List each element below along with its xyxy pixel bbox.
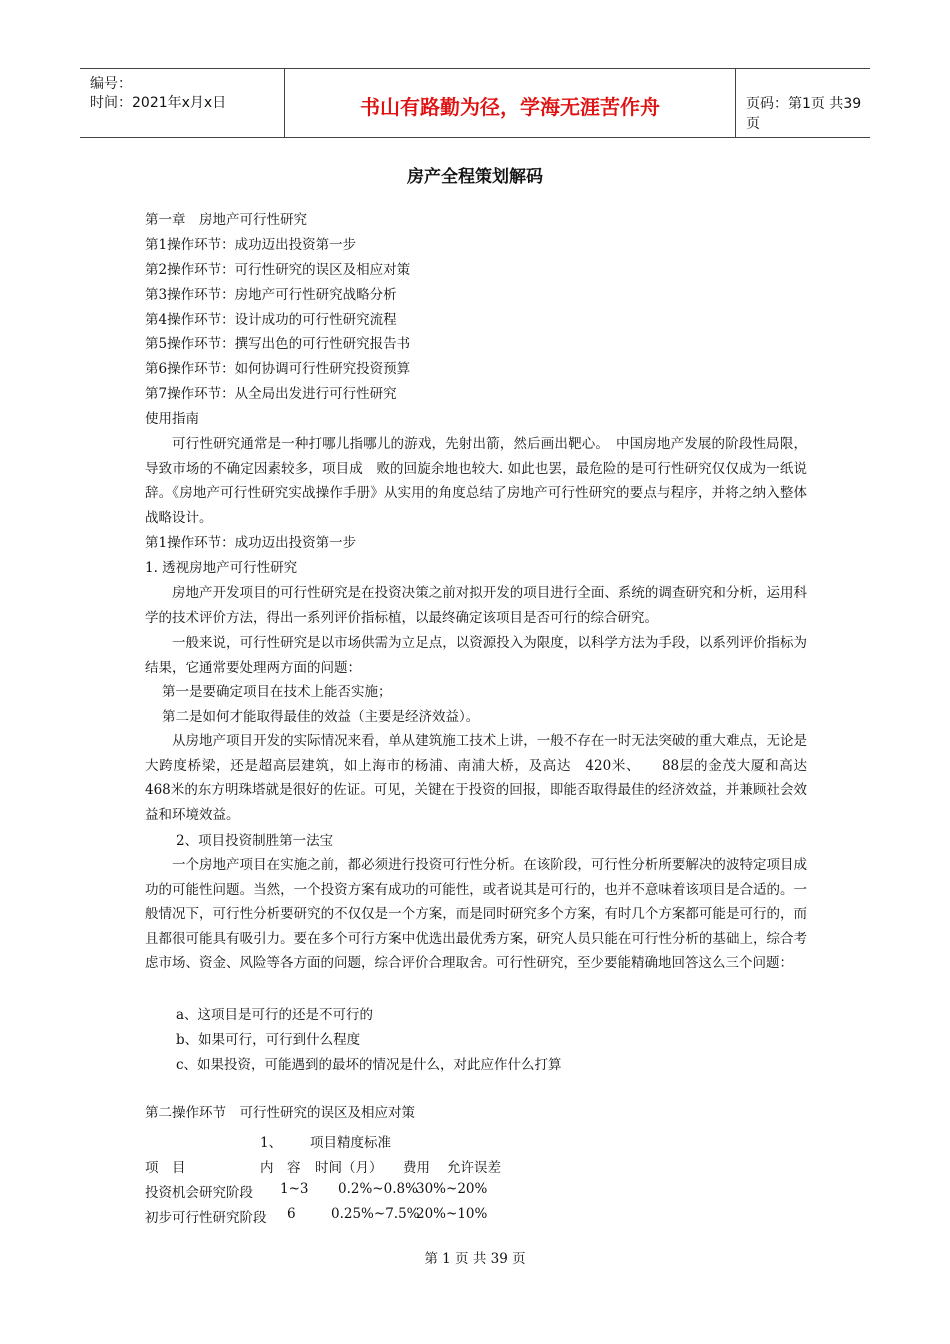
table-cell: 0.2%~0.8% xyxy=(338,1181,418,1197)
table-cell: 6 xyxy=(287,1206,296,1222)
table-header: 允许误差 xyxy=(447,1160,501,1176)
question-item: a、这项目是可行的还是不可行的 xyxy=(176,1007,374,1023)
guide-paragraph: 可行性研究通常是一种打哪儿指哪儿的游戏，先射出箭，然后画出靶心。 中国房地产发展的阶段性局限，导致市场的不确定因素较多，项目成 败的回旋余地也较大. 如此也罢，最危险的是可行性研究仅仅成为一纸说辞。《房地产可行性研究实战操作手册》从实用的角度总结了房地产可行性研究的要点与程序，并将之纳入整体战略设计。 xyxy=(145,436,807,526)
toc-item: 第7操作环节：从全局出发进行可行性研究 xyxy=(145,386,397,402)
subsection2-heading: 2、项目投资制胜第一法宝 xyxy=(176,833,334,849)
paragraph: 一般来说，可行性研究是以市场供需为立足点，以资源投入为限度，以科学方法为手段，以系列评价指标为结果，它通常要处理两方面的问题： xyxy=(145,635,807,676)
toc-item: 使用指南 xyxy=(145,411,199,427)
toc-item: 第2操作环节：可行性研究的误区及相应对策 xyxy=(145,262,411,278)
page-footer: 第 1 页 共 39 页 xyxy=(424,1251,526,1267)
table-header: 内 容 xyxy=(260,1160,301,1176)
toc-item: 第4操作环节：设计成功的可行性研究流程 xyxy=(145,312,397,328)
toc-item: 第1操作环节：成功迈出投资第一步 xyxy=(145,237,357,253)
paragraph: 从房地产项目开发的实际情况来看，单从建筑施工技术上讲，一般不存在一时无法突破的重大难点，无论是大跨度桥梁，还是超高层建筑，如上海市的杨浦、南浦大桥，及高达 420米、 88层的金茂大厦和高达 468米的东方明珠塔就是很好的佐证。可见，关键在于投资的回报，即能否取得最佳的经济效益，并兼顾社会效益和环境效益。 xyxy=(145,733,821,823)
table-cell: 20%~10% xyxy=(416,1206,488,1222)
toc-item: 第6操作环节：如何协调可行性研究投资预算 xyxy=(145,361,411,377)
table-caption: 项目精度标准 xyxy=(310,1135,391,1151)
page-info: 页码：第1页 共39页 xyxy=(746,96,862,132)
table-cell: 投资机会研究阶段 xyxy=(145,1185,253,1201)
time-label: 时间：2021年x月x日 xyxy=(90,95,227,111)
header-left-cell xyxy=(80,69,284,137)
question-item: b、如果可行，可行到什么程度 xyxy=(176,1032,361,1048)
section1-heading: 第1操作环节：成功迈出投资第一步 xyxy=(145,535,357,551)
subsection1-heading: 1. 透视房地产可行性研究 xyxy=(145,560,298,576)
toc-item: 第5操作环节：撰写出色的可行性研究报告书 xyxy=(145,336,411,352)
table-header: 项 目 xyxy=(145,1160,186,1176)
question-item: c、如果投资，可能遇到的最坏的情况是什么，对此应作什么打算 xyxy=(176,1057,562,1073)
section2-heading: 第二操作环节 可行性研究的误区及相应对策 xyxy=(145,1105,415,1121)
page-header xyxy=(80,68,870,138)
motto: 书山有路勤为径，学海无涯苦作舟 xyxy=(360,95,660,119)
toc-item: 第一章 房地产可行性研究 xyxy=(145,212,307,228)
toc-item: 第3操作环节：房地产可行性研究战略分析 xyxy=(145,287,397,303)
table-header: 时间（月） xyxy=(315,1160,383,1176)
point-item: 第一是要确定项目在技术上能否实施； xyxy=(162,684,392,700)
paragraph: 一个房地产项目在实施之前，都必须进行投资可行性分析。在该阶段，可行性分析所要解决的波特定项目成功的可能性问题。当然，一个投资方案有成功的可能性，或者说其是可行的，也并不意味着该项目是合适的。一般情况下，可行性分析要研究的不仅仅是一个方案，而是同时研究多个方案，有时几个方案都可能是可行的，而且都很可能具有吸引力。要在多个可行方案中优选出最优秀方案，研究人员只能在可行性分析的基础上，综合考虑市场、资金、风险等各方面的问题，综合评价合理取舍。可行性研究，至少要能精确地回答这么三个问题： xyxy=(145,857,807,972)
number-label: 编号： xyxy=(90,76,132,92)
header-page-cell xyxy=(736,69,870,137)
paragraph: 房地产开发项目的可行性研究是在投资决策之前对拟开发的项目进行全面、系统的调查研究和分析，运用科学的技术评价方法，得出一系列评价指标植，以最终确定该项目是否可行的综合研究。 xyxy=(145,585,807,626)
table-header: 费用 xyxy=(403,1160,430,1176)
point-item: 第二是如何才能取得最佳的效益（主要是经济效益）。 xyxy=(162,709,480,725)
table-cell: 初步可行性研究阶段 xyxy=(145,1210,267,1226)
table-caption-number: 1、 xyxy=(260,1135,283,1151)
table-cell: 0.25%~7.5% xyxy=(331,1206,420,1222)
table-cell: 1~3 xyxy=(280,1181,309,1197)
table-cell: 30%~20% xyxy=(416,1181,488,1197)
header-motto-cell xyxy=(284,69,736,137)
document-title: 房产全程策划解码 xyxy=(407,167,543,187)
